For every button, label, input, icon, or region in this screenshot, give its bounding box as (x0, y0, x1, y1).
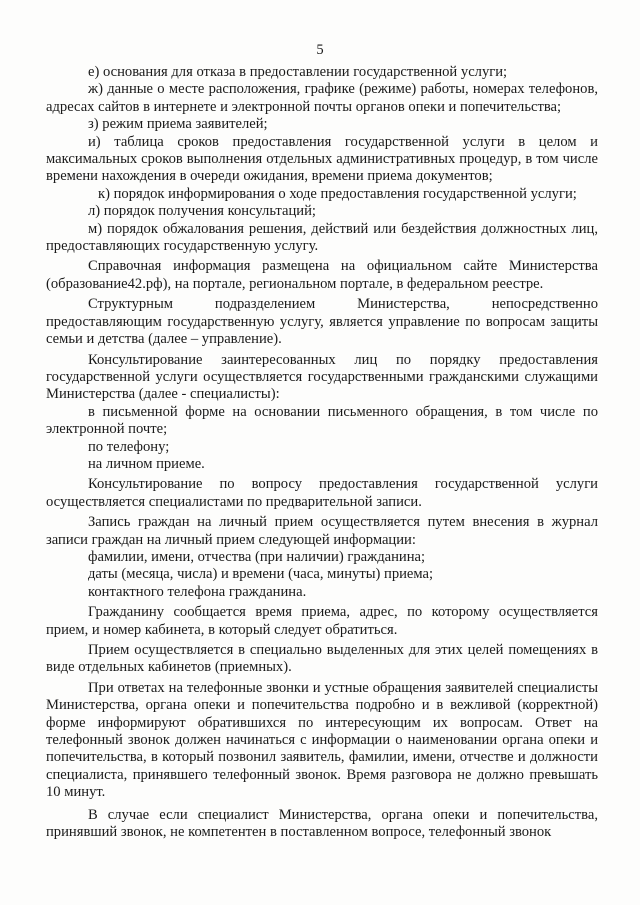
paragraph: При ответах на телефонные звонки и устные обращения заявителей специалисты Министерства, органа опеки и попечительства подробно и в вежливой (корректной) форме информируют обратившихся по интересующим их вопросам. Ответ на телефонный звонок должен начинаться с информации о наименовании органа опеки и попечительства, в который позвонил заявитель, фамилии, имени, отчестве и должности специалиста, принявшего телефонный звонок. Время разговора не должно превышать 10 минут. (46, 679, 598, 801)
page-number: 5 (316, 42, 324, 58)
paragraph: по телефону; (88, 438, 170, 455)
paragraph: Консультирование заинтересованных лиц по порядку предоставления государственной услуги осуществляется государственными гражданскими служащими Министерства (далее - специалисты): (46, 351, 598, 403)
paragraph: и) таблица сроков предоставления государственной услуги в целом и максимальных сроков выполнения отдельных административных процедур, в том числе времени нахождения в очереди ожидания, времени приема документов; (46, 133, 598, 185)
paragraph: ж) данные о месте расположения, графике (режиме) работы, номерах телефонов, адресах сайтов в интернете и электронной почты органов опеки и попечительства; (46, 81, 598, 115)
paragraph: к) порядок информирования о ходе предоставления государственной услуги; (98, 185, 577, 202)
paragraph: л) порядок получения консультаций; (88, 203, 316, 220)
paragraph: фамилии, имени, отчества (при наличии) гражданина; (88, 548, 426, 565)
paragraph: з) режим приема заявителей; (88, 116, 268, 133)
paragraph: в письменной форме на основании письменного обращения, в том числе по электронной почте; (46, 403, 598, 438)
paragraph: на личном приеме. (88, 455, 205, 472)
paragraph: е) основания для отказа в предоставлении государственной услуги; (88, 64, 508, 80)
paragraph: В случае если специалист Министерства, органа опеки и попечительства, принявший звонок, не компетентен в поставленном вопросе, телефонный звонок (46, 806, 598, 841)
paragraph: Гражданину сообщается время приема, адрес, по которому осуществляется прием, и номер кабинета, в который следует обратиться. (46, 604, 598, 638)
paragraph: даты (месяца, числа) и времени (часа, минуты) приема; (88, 566, 434, 583)
paragraph: м) порядок обжалования решения, действий или бездействия должностных лиц, предоставляющих государственную услугу. (46, 220, 598, 255)
paragraph: Прием осуществляется в специально выделенных для этих целей помещениях в виде отдельных кабинетов (приемных). (46, 642, 598, 676)
paragraph: Консультирование по вопросу предоставления государственной услуги осуществляется специалистами по предварительной записи. (46, 476, 598, 510)
paragraph: Структурным подразделением Министерства, непосредственно предоставляющим государственную услугу, является управление по вопросам защиты семьи и детства (далее – управление). (46, 296, 598, 348)
document-body (46, 64, 598, 841)
paragraph: контактного телефона гражданина. (88, 583, 307, 600)
paragraph: Запись граждан на личный прием осуществляется путем внесения в журнал записи граждан на личный прием следующей информации: (46, 514, 598, 548)
paragraph: Справочная информация размещена на официальном сайте Министерства (образование42.рф), на портале, региональном портале, в федеральном реестре. (46, 258, 598, 292)
